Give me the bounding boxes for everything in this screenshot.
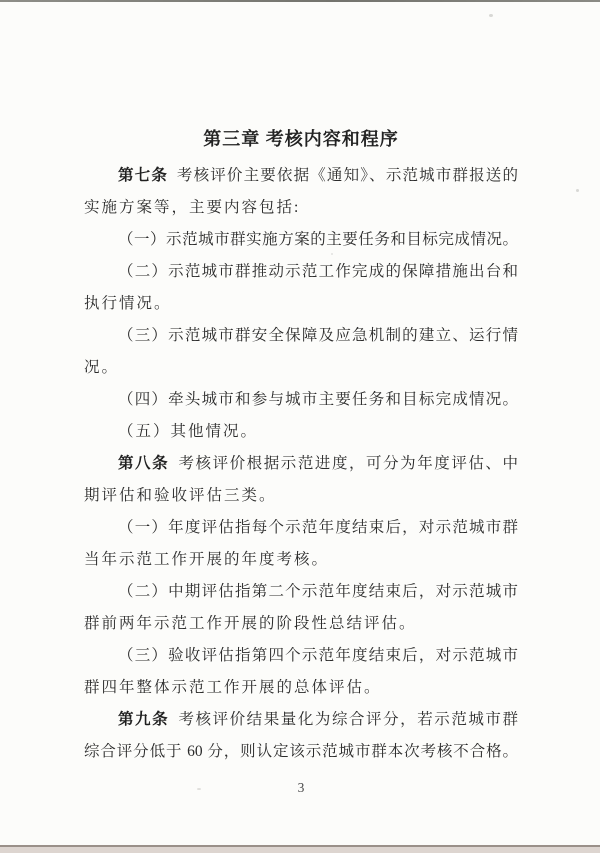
scan-speck bbox=[489, 14, 493, 17]
scan-speck bbox=[576, 189, 579, 192]
text-line: 群前两年示范工作开展的阶段性总结评估。 bbox=[84, 615, 417, 632]
text-line: （五）其他情况。 bbox=[118, 423, 259, 440]
scan-bottom-edge-line bbox=[0, 845, 600, 853]
text-line: 群四年整体示范工作开展的总体评估。 bbox=[84, 679, 382, 696]
text-line: （四）牵头城市和参与城市主要任务和目标完成情况。 bbox=[118, 391, 518, 408]
text-line: 第八条 考核评价根据示范进度，可分为年度评估、中 bbox=[118, 455, 518, 472]
text-line: （二）中期评估指第二个示范年度结束后，对示范城市 bbox=[118, 583, 518, 600]
article-number-bold: 第七条 bbox=[118, 167, 168, 184]
text-line: （三）验收评估指第四个示范年度结束后，对示范城市 bbox=[118, 647, 518, 664]
text-line: 第七条 考核评价主要依据《通知》、示范城市群报送的 bbox=[118, 167, 518, 184]
text-line: 实施方案等，主要内容包括: bbox=[84, 199, 301, 216]
text-line: （三）示范城市群安全保障及应急机制的建立、运行情 bbox=[118, 327, 518, 344]
text-line: 期评估和验收评估三类。 bbox=[84, 487, 277, 504]
text-line: 第九条 考核评价结果量化为综合评分，若示范城市群 bbox=[118, 711, 518, 728]
document-content bbox=[84, 124, 518, 796]
text-line: （一）示范城市群实施方案的主要任务和目标完成情况。 bbox=[118, 231, 518, 248]
scan-top-edge-line bbox=[0, 0, 600, 2]
text-line: （一）年度评估指每个示范年度结束后，对示范城市群 bbox=[118, 519, 518, 536]
text-line: （二）示范城市群推动示范工作完成的保障措施出台和 bbox=[118, 263, 518, 280]
article-number-bold: 第八条 bbox=[118, 455, 170, 472]
text-line: 执行情况。 bbox=[84, 295, 172, 312]
text-line: 况。 bbox=[84, 359, 120, 376]
page-number: 3 bbox=[297, 780, 305, 795]
text-line: 当年示范工作开展的年度考核。 bbox=[84, 551, 330, 568]
text-line: 综合评分低于 60 分，则认定该示范城市群本次考核不合格。 bbox=[84, 743, 518, 760]
chapter-title: 第三章 考核内容和程序 bbox=[203, 129, 399, 149]
article-number-bold: 第九条 bbox=[118, 711, 170, 728]
document-lines bbox=[84, 160, 518, 768]
